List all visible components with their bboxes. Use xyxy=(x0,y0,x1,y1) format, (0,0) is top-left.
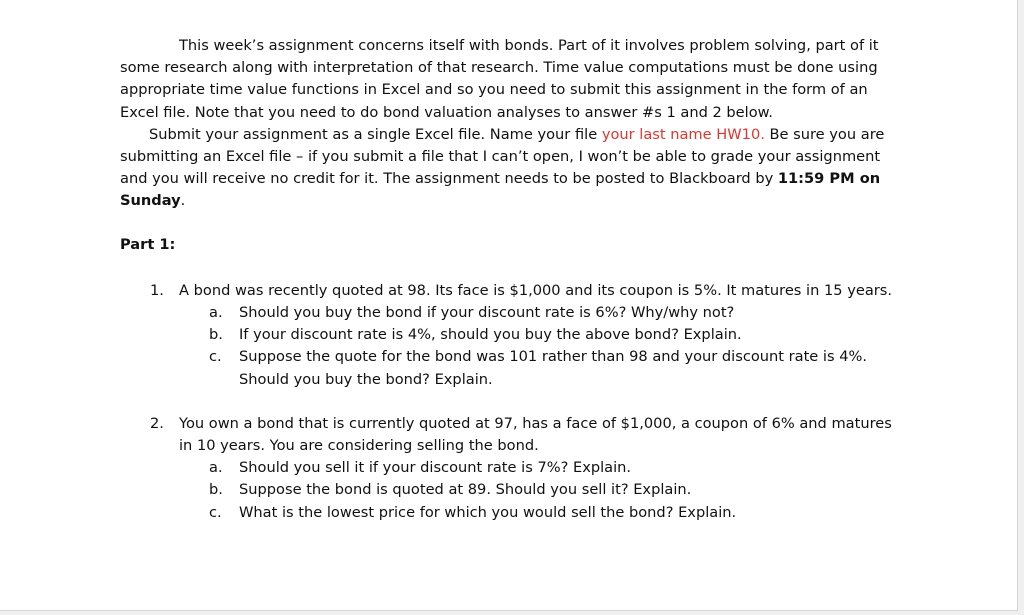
question-list xyxy=(120,280,900,524)
sub-question xyxy=(179,457,900,479)
sub-question-label: c. xyxy=(209,348,222,366)
question-text: You own a bond that is currently quoted at 97, has a face of $1,000, a coupon of 6% and matures in 10 years. You are considering selling the bond. xyxy=(179,414,892,455)
sub-question xyxy=(179,502,900,524)
document-body xyxy=(120,35,900,524)
sub-question xyxy=(179,324,900,346)
sub-question-list xyxy=(179,457,900,524)
question-number: 1. xyxy=(150,281,164,299)
sub-question-label: b. xyxy=(209,326,223,344)
question-text: A bond was recently quoted at 98. Its face is $1,000 and its coupon is 5%. It matures in 15 years. xyxy=(179,281,893,299)
sub-question-text: Suppose the quote for the bond was 101 rather than 98 and your discount rate is 4%. Should you buy the bond? Explain. xyxy=(239,348,868,388)
sub-question-label: b. xyxy=(209,481,223,499)
sub-question-text: Suppose the bond is quoted at 89. Should you sell it? Explain. xyxy=(239,481,692,499)
sub-question-label: a. xyxy=(209,459,223,477)
part-heading: Part 1: xyxy=(120,235,176,253)
question-1 xyxy=(120,280,900,391)
question-number: 2. xyxy=(150,414,164,432)
submission-text-a: Submit your assignment as a single Excel file. Name your file xyxy=(149,125,602,143)
sub-question-text: If your discount rate is 4%, should you buy the above bond? Explain. xyxy=(239,326,742,344)
sub-question-list xyxy=(179,302,900,391)
file-name-instruction: your last name HW10. xyxy=(601,125,765,143)
sub-question xyxy=(179,302,900,324)
sub-question xyxy=(179,346,900,390)
submission-text-b: Be sure you are submitting an Excel file – if you submit a file that I can’t open, I won’t be able to grade your assignment and you will receive no credit for it. The assignment needs to be posted to Blackboard by xyxy=(120,125,885,188)
sub-question-text: Should you buy the bond if your discount rate is 6%? Why/why not? xyxy=(239,304,735,322)
submission-text-end: . xyxy=(180,192,186,210)
sub-question-text: What is the lowest price for which you would sell the bond? Explain. xyxy=(239,503,737,521)
question-2 xyxy=(120,413,900,524)
sub-question-label: a. xyxy=(209,304,223,322)
deadline: 11:59 PM on Sunday xyxy=(120,170,881,210)
sub-question-text: Should you sell it if your discount rate is 7%? Explain. xyxy=(239,459,632,477)
intro-paragraph: This week’s assignment concerns itself with bonds. Part of it involves problem solving, part of it some research along with interpretation of that research. Time value computations must be done using appropriate time value functions in Excel and so you need to submit this assignment in the form of an Excel file. Note that you need to do bond valuation analyses to answer #s 1 and 2 below. xyxy=(120,37,879,121)
submission-instructions xyxy=(120,124,900,213)
sub-question xyxy=(179,479,900,501)
sub-question-label: c. xyxy=(209,503,222,521)
